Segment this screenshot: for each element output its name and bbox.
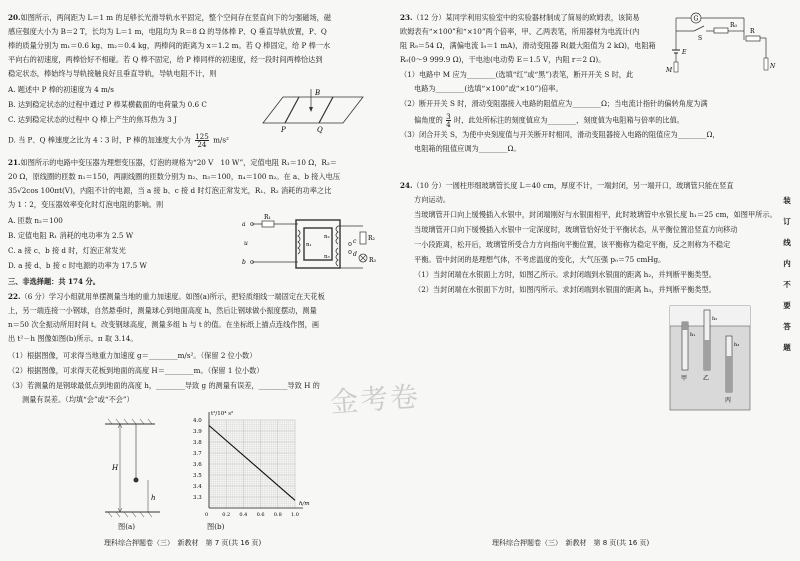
fraction-denominator: 24 (197, 140, 207, 149)
q23-sub-2-cont: 偏角度的 $\frac{3}{4}$ 时，此处所标注的刻度值应为________，刻度值为电阻箱与倍率的比值。 (414, 112, 684, 129)
q21-option-c: C. a 接 c、b 接 d 时，灯泡正常发光 (8, 246, 126, 255)
y-tick-label: 3.3 (193, 495, 202, 501)
section-3-heading: 三、非选择题：共 174 分。 (8, 277, 100, 286)
pendulum-figure-a (100, 418, 170, 528)
q23-sub-1-cont: 电路为________(选填“×100”或“×10”)倍率。 (414, 84, 563, 93)
probe-M-label: M (666, 67, 673, 74)
q23-line-3: 阻 R₉＝54 Ω，满偏电流 I₉＝1 mA)，滑动变阻器 R(最大阻值为 2 kΩ)，电阻箱 (400, 41, 656, 50)
q23-line-1: 23.（12 分）某同学利用实验室中的实验器材制成了简易的欧姆表，该简易 (400, 13, 640, 22)
q21-transformer-figure (238, 212, 388, 292)
n2-label: n₂ (324, 234, 330, 240)
q22-sub-3: （3）若测量的是钢球最低点到地面的高度 h，________导致 g 的测量有误差，________导致 H 的 (8, 381, 320, 390)
figure-a-caption: 图(a) (118, 522, 136, 531)
y-tick-label: 3.8 (193, 440, 202, 446)
q21-option-a: A. 匝数 n₂＝100 (8, 216, 63, 225)
x-axis-label: h/m (299, 501, 310, 507)
h3-label: h₃ (734, 342, 740, 348)
watermark: 金考卷 (329, 379, 422, 420)
q20-line-5: 稳定状态，棒始终与导轨接触良好且垂直导轨，导轨电阻不计，则 (8, 69, 217, 78)
footer-right: 理科综合押题卷（三） 新教材 第 8 页(共 16 页) (492, 539, 650, 547)
q24-line-2: 方向运动。 (414, 195, 450, 204)
x-tick-label: 0.8 (273, 512, 282, 518)
y-tick-label: 3.9 (193, 429, 202, 435)
r3-label: R₃ (369, 257, 376, 264)
q20-line-4: 平向右的初速度，两棒恰好不相碰。若 Q 棒不固定，给 P 棒同样的初速度，经一段时间两棒恰达到 (8, 55, 323, 64)
y-tick-label: 4.0 (193, 418, 202, 424)
tube-yi-label: 乙 (703, 375, 710, 382)
q20-line-2: 感应强度大小为 B＝2 T，长均为 L＝1 m，电阻均为 R＝8 Ω 的导体棒 P、Q 垂直导轨放置，P、Q (8, 27, 327, 36)
q24-line-4: 当玻璃管开口向下缓慢插入水银中一定深度时，玻璃管恰好处于平衡状态，从平衡位置沿竖直方向移动 (414, 225, 738, 234)
terminal-d-label: d (353, 251, 357, 258)
q23-sub-3: （3）闭合开关 S，为使中央刻度值与开关断开时相同，滑动变阻器接入电路的阻值应为________Ω， (400, 130, 720, 139)
binding-margin-notice: 装 订 线 内 不 要 答 题 (783, 196, 791, 352)
q22-sub-1: （1）根据图像，可求得当地重力加速度 g＝________m/s²。（保留 2 位小数） (8, 351, 257, 360)
fraction-denominator: 4 (446, 120, 451, 129)
q24-line-6: 平衡。管中封闭的是理想气体，不考虑温度的变化，大气压强 p₀＝75 cmHg。 (414, 255, 666, 264)
y-axis-label: t²/10⁴ s² (211, 411, 234, 417)
probe-N-label: N (770, 63, 776, 70)
tube-jia-label: 甲 (681, 375, 688, 382)
q20-option-b: B. 达到稳定状态的过程中通过 P 棒某横截面的电荷量为 0.6 C (8, 100, 207, 109)
q24-line-1: 24.（10 分）一圆柱形细玻璃管长度 L＝40 cm，厚度不计，一端封闭，另一端开口，玻璃管只能在竖直 (400, 181, 734, 190)
q21-line-4: 为 1∶2，变压器效率变化时灯泡电阻的影响。则 (8, 200, 164, 209)
field-B-label: B (315, 89, 321, 97)
q20-rail-figure (263, 87, 373, 137)
q23-sub-2: （2）断开开关 S 时，滑动变阻器接入电路的阻值应为________Ω；当电流计指针的偏转角度为满 (400, 99, 708, 108)
tube-bing-label: 丙 (725, 397, 732, 404)
q23-line-2: 欧姆表有“×100”和“×10”两个倍率，甲、乙两表笔，所用器材为电流计(内 (400, 27, 640, 36)
x-tick-label: 0.6 (256, 512, 265, 518)
q21-line-2: 20 Ω，原线圈的匝数 n₁＝150，两副线圈的匝数分别为 n₂、n₃＝100，n₄＝100 n₂。在 a、b 接入电压 (8, 172, 341, 181)
terminal-b-label: b (242, 259, 246, 266)
q20-option-a: A. 题述中 P 棒的初速度为 4 m/s (8, 85, 114, 94)
x-tick-label: 0.4 (239, 512, 248, 518)
height-h-label: h (151, 494, 156, 502)
q21-line-1: 21.如图所示的电路中变压器为理想变压器，灯泡的规格为“20 V 10 W”，定值电阻 R₁＝10 Ω，R₂＝ (8, 158, 337, 167)
footer-left: 理科综合押题卷（三） 新教材 第 7 页(共 16 页) (104, 539, 262, 547)
y-tick-label: 3.7 (193, 451, 202, 457)
right-page (392, 0, 800, 561)
q22-line-1: 22.（6 分）学习小组就用单摆测量当地的重力加速度。如图(a)所示，把轻质细线一端固定在天花板 (8, 292, 325, 301)
q24-sub-1: （1）当封闭端在水银面上方时，如图乙所示。求封闭端到水银面的距离 h₂，并判断平衡类型。 (414, 270, 716, 279)
q20-line-3: 棒的质量分别为 m₁＝0.6 kg、m₂＝0.4 kg，两棒间的距离为 x＝1.2 m。若 Q 棒固定，给 P 棒一水 (8, 41, 331, 50)
y-tick-label: 3.5 (193, 473, 202, 479)
glass-tube-figure (670, 306, 752, 416)
galvanometer-label: G (693, 15, 699, 23)
y-tick-label: 3.6 (193, 462, 202, 468)
q22-sub-3-cont: 测量有误差。（均填“会”或“不会”） (22, 395, 134, 404)
q21-option-d: D. a 接 d、b 接 c 时电源的功率为 17.5 W (8, 261, 147, 270)
q21-line-3: 35√2cos 100πt(V)，内阻不计的电源，当 a 接 b、c 接 d 时灯泡正常发光，R₁、R₂ 消耗的功率之比 (8, 186, 332, 195)
y-tick-label: 3.4 (193, 484, 202, 490)
t2-h-chart (187, 408, 310, 528)
n3-label: n₃ (324, 254, 330, 260)
source-u-label: u (244, 240, 248, 247)
q23-sub-3-cont: 电阻箱的阻值应调为________Ω。 (414, 144, 521, 153)
q24-line-3: 当玻璃管开口向上缓慢插入水银中，封闭端刚好与水银面相平，此时玻璃管中水银长度 h₁＝25 cm，如图甲所示。 (414, 210, 777, 219)
x-tick-label: 0.2 (222, 512, 231, 518)
q21-option-b: B. 定值电阻 R₁ 消耗的电功率为 2.5 W (8, 231, 134, 240)
terminal-a-label: a (242, 221, 246, 228)
x-tick-label: 1.0 (291, 512, 299, 518)
q22-sub-2: （2）根据图像，可求得天花板到地面的高度 H＝________m。（保留 1 位小数） (8, 366, 264, 375)
h1-label: h₁ (690, 332, 696, 338)
ohmmeter-circuit-figure (666, 10, 776, 80)
q20-line-1: 20.如图所示，两间距为 L＝1 m 的足够长光滑导轨水平固定，整个空间存在竖直向下的匀强磁场，磁 (8, 13, 332, 22)
h2-label: h₂ (712, 316, 718, 322)
fraction-numerator: 3 (446, 112, 451, 121)
q23-sub-1: （1）电路中 M 应为________(选填“红”或“黑”)表笔，断开开关 S 时，此 (400, 70, 634, 79)
switch-label: S (698, 35, 703, 42)
q22-line-2: 上，另一端连接一小钢球，自然悬垂时，测量球心到地面高度 h，然后让钢球做小振度摆动，测量 (8, 306, 317, 315)
rheostat-label: R (750, 28, 755, 35)
terminal-c-label: c (353, 238, 357, 245)
q24-sub-2: （2）当封闭端在水银面下方时，如图丙所示。求封闭端到水银面的距离 h₃，并判断平衡类型。 (414, 285, 716, 294)
q20-option-c: C. 达到稳定状态的过程中 Q 棒上产生的焦耳热为 3 J (8, 115, 177, 124)
battery-label: E (682, 49, 687, 56)
left-page (0, 0, 392, 561)
q20-option-d: D. 当 P、Q 棒速度之比为 4∶3 时，P 棒的加速度大小为 $\frac{125}{24}$ m/s² (8, 132, 229, 149)
rod-Q-label: Q (317, 126, 323, 134)
q22-line-4: 出 t²－h 图像如图(b)所示。π 取 3.14。 (8, 334, 138, 343)
r2-label: R₂ (368, 235, 375, 242)
n1-label: n₁ (306, 242, 312, 248)
figure-b-caption: 图(b) (207, 522, 225, 531)
height-H-label: H (112, 464, 119, 472)
q23-line-4: R₀(0～9 999.9 Ω)，干电池(电动势 E＝1.5 V，内阻 r＝2 Ω)。 (400, 55, 606, 64)
r0-label: R₀ (730, 22, 737, 29)
r1-label: R₁ (264, 214, 271, 221)
fraction-numerator: 125 (195, 132, 209, 141)
q22-line-3: n＝50 次全振动所用时间 t。改变钢球高度，测量多组 h 与 t 的值。在坐标纸上描点连线作图，画 (8, 320, 320, 329)
rod-P-label: P (281, 126, 286, 134)
q24-line-5: 一小段距离，松开后，玻璃管所受合力方向指向平衡位置，该平衡称为稳定平衡，反之则称为不稳定 (414, 240, 731, 249)
x-tick-label: 0 (205, 512, 209, 518)
